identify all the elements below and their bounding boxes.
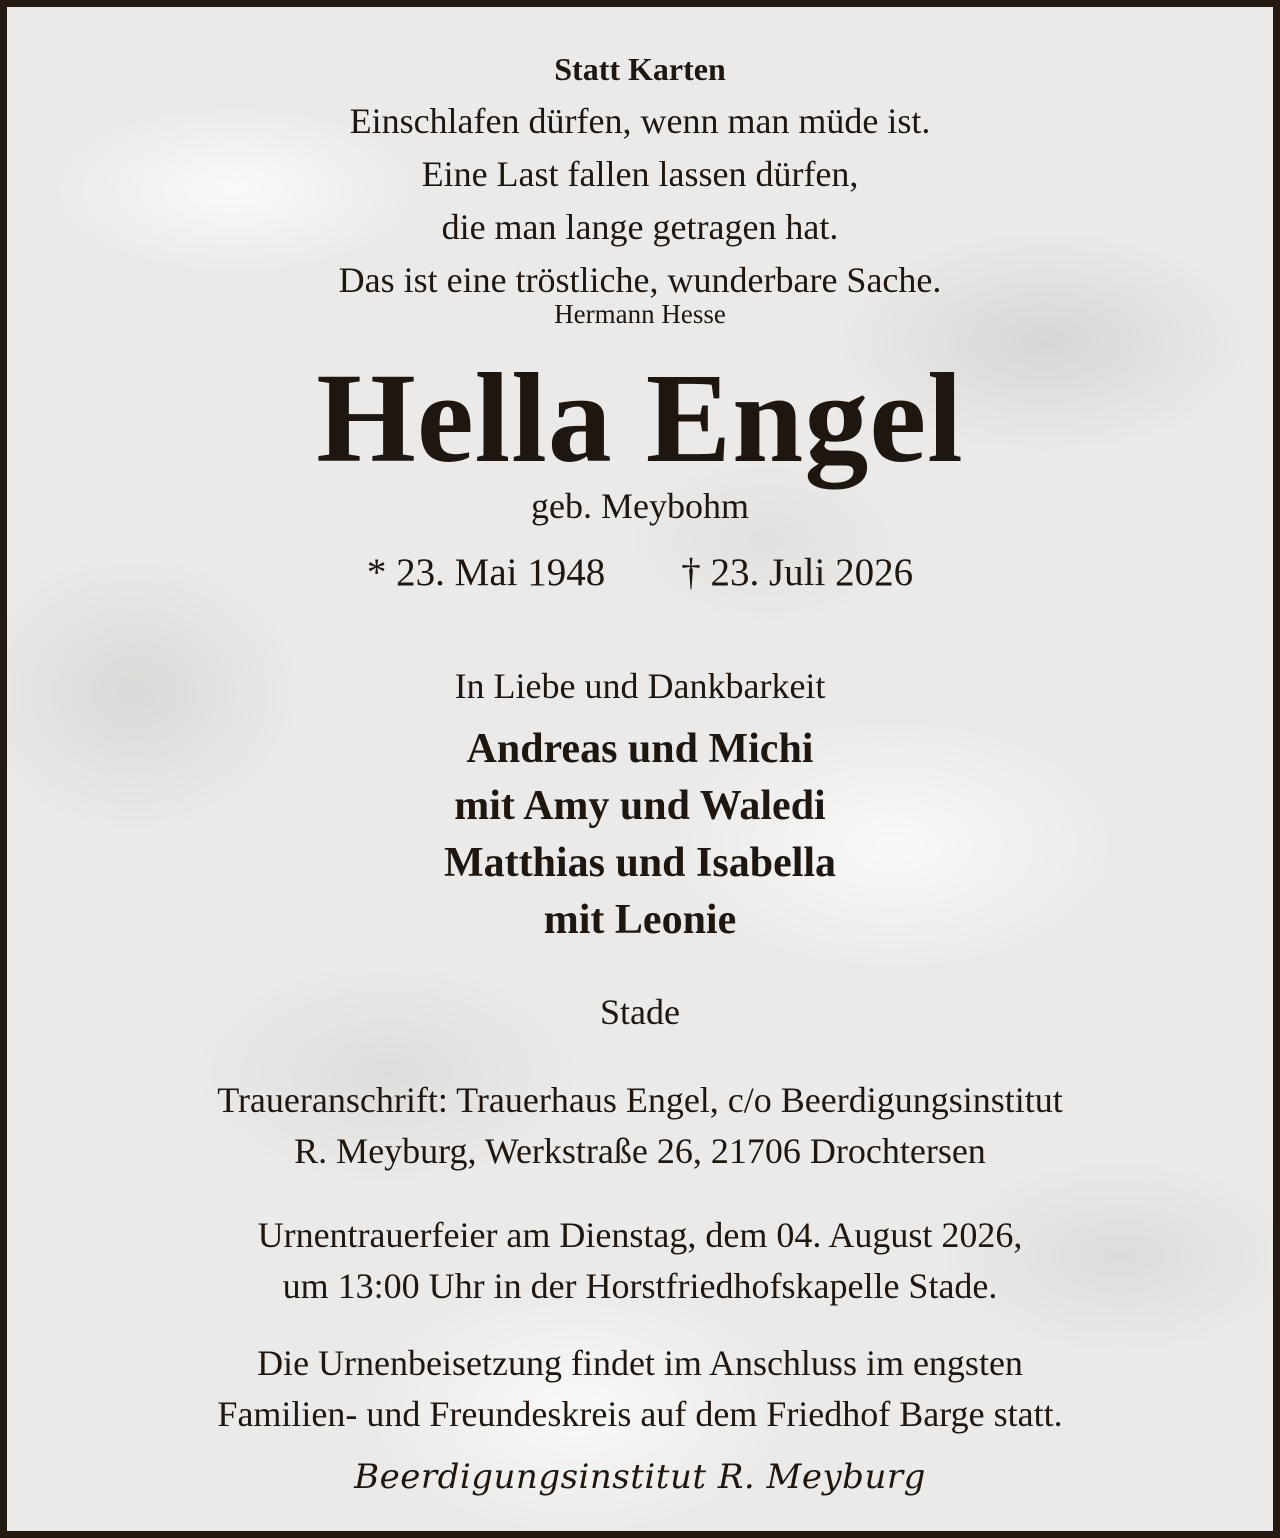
death-date: † 23. Juli 2026 xyxy=(681,551,914,594)
poem-quote xyxy=(7,95,1273,307)
mourner-line: Andreas und Michi xyxy=(466,726,814,772)
poem-line: die man lange getragen hat. xyxy=(441,207,839,247)
life-dates xyxy=(7,550,1273,595)
mourner-line: mit Amy und Waledi xyxy=(454,783,826,829)
ceremony-line: Urnentrauerfeier am Dienstag, dem 04. August 2026, xyxy=(257,1215,1023,1255)
mourners-list xyxy=(7,721,1273,949)
maiden-name: geb. Meybohm xyxy=(531,486,749,526)
mourner-line: Matthias und Isabella xyxy=(443,840,837,886)
notice-kicker: Statt Karten xyxy=(554,51,726,87)
poem-line: Einschlafen dürfen, wenn man müde ist. xyxy=(349,101,931,141)
poem-line: Eine Last fallen lassen dürfen, xyxy=(421,154,859,194)
mourner-line: mit Leonie xyxy=(543,897,737,943)
funeral-home-signature: Beerdigungsinstitut R. Meyburg xyxy=(354,1457,926,1497)
poem-author: Hermann Hesse xyxy=(554,299,726,329)
burial-line: Die Urnenbeisetzung findet im Anschluss im engsten xyxy=(257,1343,1023,1383)
burial-info xyxy=(7,1338,1273,1440)
poem-line: Das ist eine tröstliche, wunderbare Sache. xyxy=(338,260,942,300)
place: Stade xyxy=(600,992,680,1032)
mourners-intro: In Liebe und Dankbarkeit xyxy=(454,666,826,706)
address-line: Traueranschrift: Trauerhaus Engel, c/o Beerdigungsinstitut xyxy=(217,1080,1063,1120)
deceased-name: Hella Engel xyxy=(316,347,964,489)
address-line: R. Meyburg, Werkstraße 26, 21706 Drochtersen xyxy=(294,1131,986,1171)
ceremony-line: um 13:00 Uhr in der Horstfriedhofskapelle Stade. xyxy=(282,1266,998,1306)
birth-date: * 23. Mai 1948 xyxy=(366,551,606,594)
burial-line: Familien- und Freundeskreis auf dem Friedhof Barge statt. xyxy=(217,1394,1063,1434)
ceremony-info xyxy=(7,1210,1273,1312)
mourning-address xyxy=(7,1075,1273,1177)
